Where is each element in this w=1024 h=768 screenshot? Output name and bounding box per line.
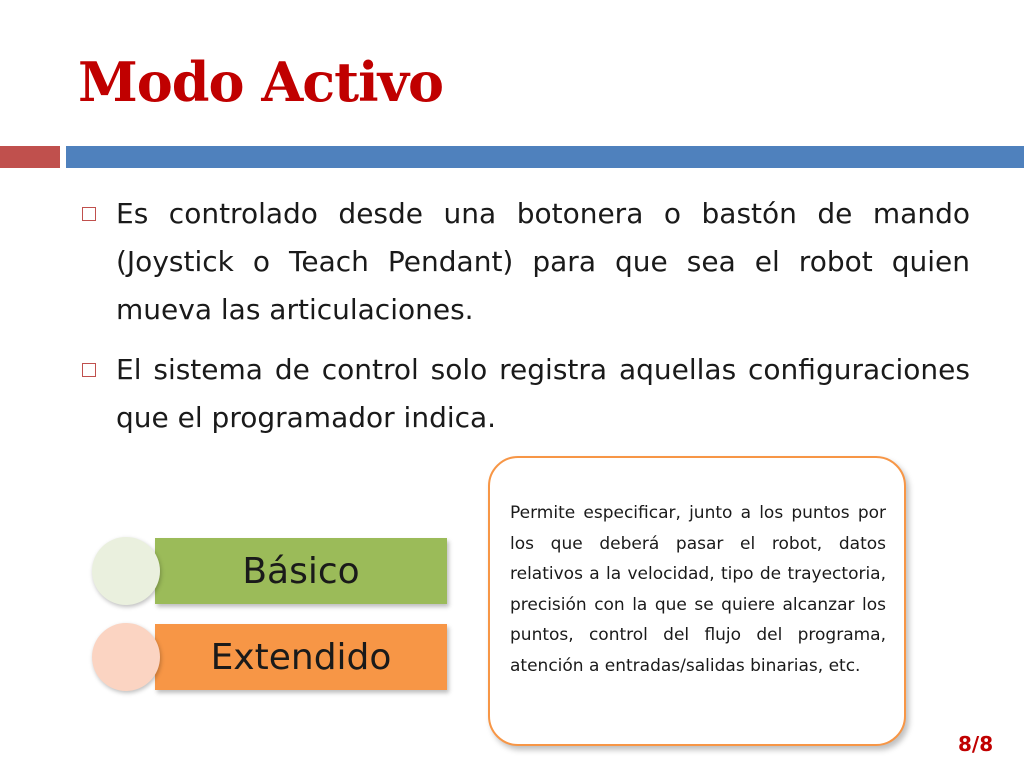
slide-title: Modo Activo <box>78 50 443 114</box>
square-bullet-icon <box>82 363 96 377</box>
page-number: 8/8 <box>958 732 994 756</box>
header-bar-red <box>0 146 60 168</box>
extended-label: Extendido <box>210 636 392 678</box>
callout-text: Permite especificar, junto a los puntos por los que deberá pasar el robot, datos relativos a la velocidad, tipo de trayectoria, precisión con la que se quiere alcanzar los puntos, control del flujo del programa, atención a entradas/salidas binarias, etc. <box>510 503 886 676</box>
basic-label: Básico <box>242 550 360 592</box>
extended-shape <box>155 624 447 690</box>
bullet-text: Es controlado desde una botonera o bastón de mando (Joystick o Teach Pendant) para que sea el robot quien mueva las articulaciones. <box>116 197 970 326</box>
extended-circle-icon <box>92 623 160 691</box>
square-bullet-icon <box>82 207 96 221</box>
bullet-item <box>80 346 970 442</box>
bullet-item <box>80 190 970 334</box>
bullet-list <box>80 190 970 454</box>
basic-shape <box>155 538 447 604</box>
basic-circle-icon <box>92 537 160 605</box>
bullet-text: El sistema de control solo registra aquellas configuraciones que el programador indica. <box>116 353 970 434</box>
header-bar-blue <box>66 146 1024 168</box>
callout-box <box>488 456 906 746</box>
